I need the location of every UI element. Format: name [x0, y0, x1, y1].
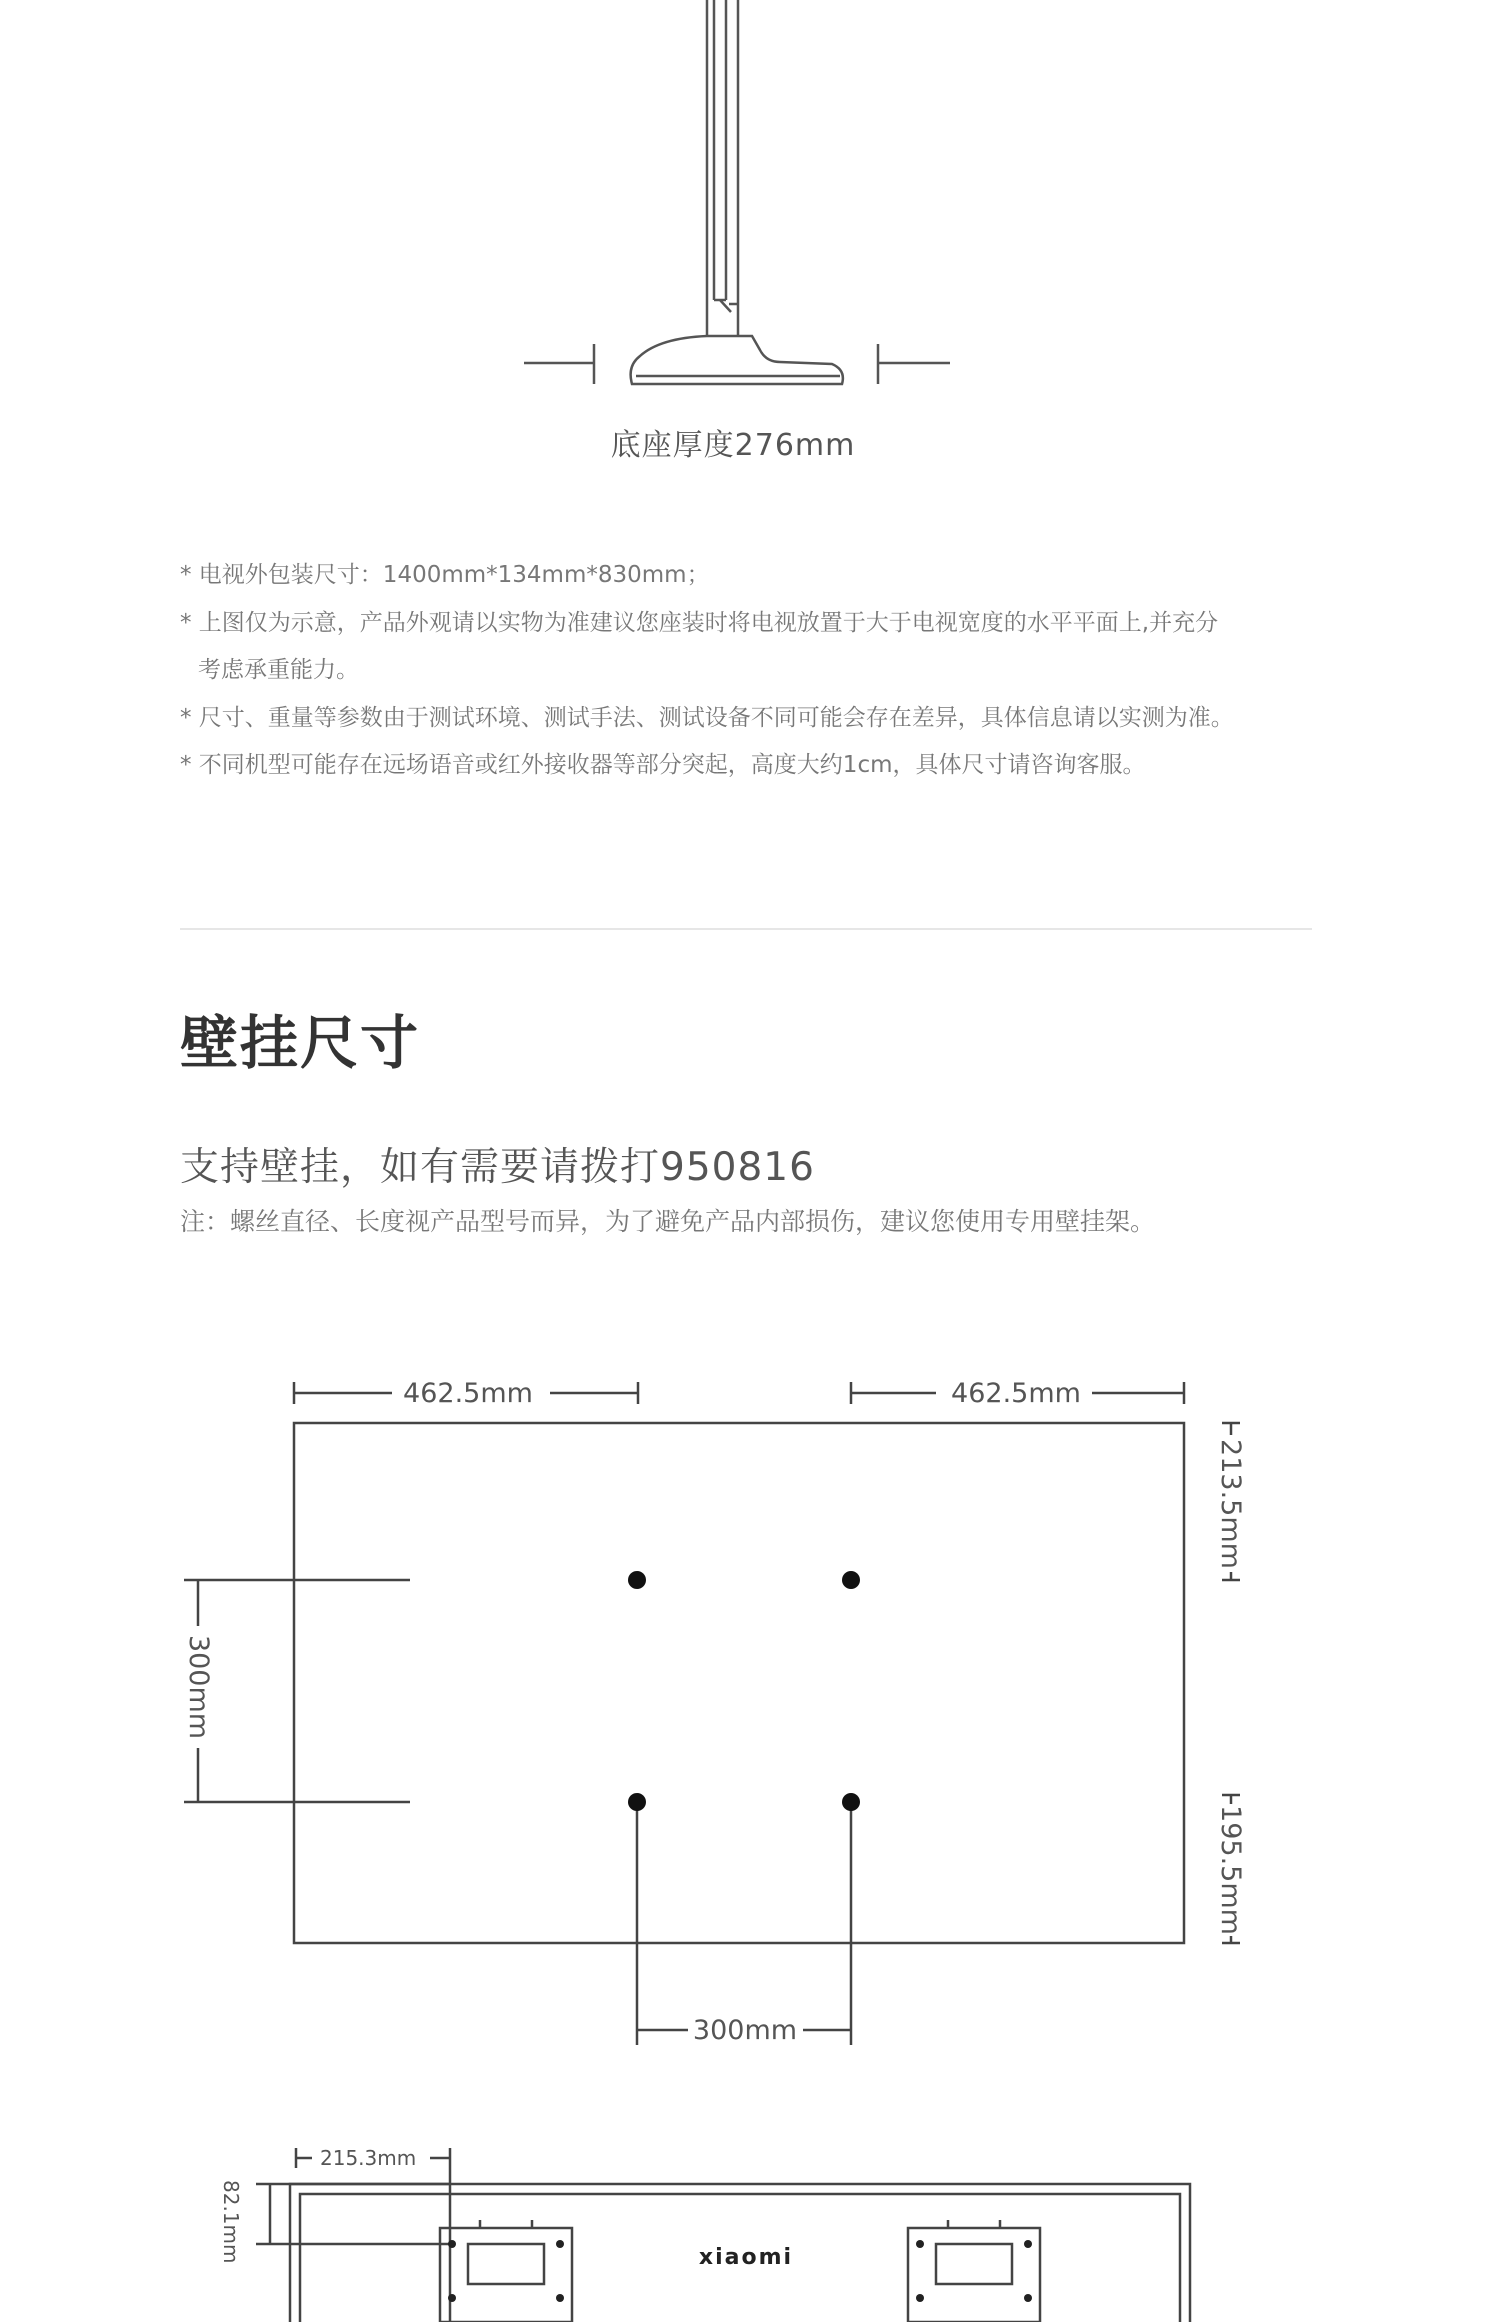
wall-mount-diagram — [0, 1330, 1500, 2070]
mount-hole — [628, 1793, 646, 1811]
note-appearance: * 上图仅为示意，产品外观请以实物为准建议您座装时将电视放置于大于电视宽度的水平平面上,并充分 — [180, 609, 1219, 636]
wall-mount-note: 注：螺丝直径、长度视产品型号而异，为了避免产品内部损伤，建议您使用专用壁挂架。 — [180, 1207, 1156, 1236]
brand-logo: xiaomi — [698, 2245, 794, 2270]
note-parameters: * 尺寸、重量等参数由于测试环境、测试手法、测试设备不同可能会存在差异，具体信息请以实测为准。 — [180, 704, 1234, 731]
dim-right-upper: 213.5mm — [1215, 1439, 1246, 1569]
section-title: 壁挂尺寸 — [180, 1009, 421, 1077]
dim-bottom: 300mm — [692, 2015, 798, 2046]
tv-outline — [294, 1423, 1184, 1943]
note-package-size: * 电视外包装尺寸：1400mm*134mm*830mm； — [180, 562, 710, 588]
notes-list — [180, 552, 1330, 790]
note-appearance-cont: 考虑承重能力。 — [198, 657, 359, 683]
tv-stand-side-diagram — [0, 0, 1500, 400]
wall-mount-support-text: 支持壁挂，如有需要请拨打950816 — [180, 1145, 815, 1190]
note-protrusion: * 不同机型可能存在远场语音或红外接收器等部分突起，高度大约1cm，具体尺寸请咨询客服。 — [180, 752, 1146, 778]
dim-left-vertical: 300mm — [183, 1634, 214, 1740]
tv-back-diagram — [0, 2130, 1500, 2322]
section-divider — [180, 928, 1312, 930]
mount-hole — [842, 1793, 860, 1811]
dim-right-top: 462.5mm — [951, 1378, 1081, 1409]
back-dim-top: 215.3mm — [320, 2146, 417, 2170]
mount-hole — [842, 1571, 860, 1589]
back-dim-left: 82.1mm — [219, 2180, 243, 2264]
mount-hole — [628, 1571, 646, 1589]
dim-left-top: 462.5mm — [403, 1378, 533, 1409]
base-thickness-label: 底座厚度276mm — [610, 428, 856, 463]
dim-right-lower: 195.5mm — [1215, 1805, 1246, 1935]
